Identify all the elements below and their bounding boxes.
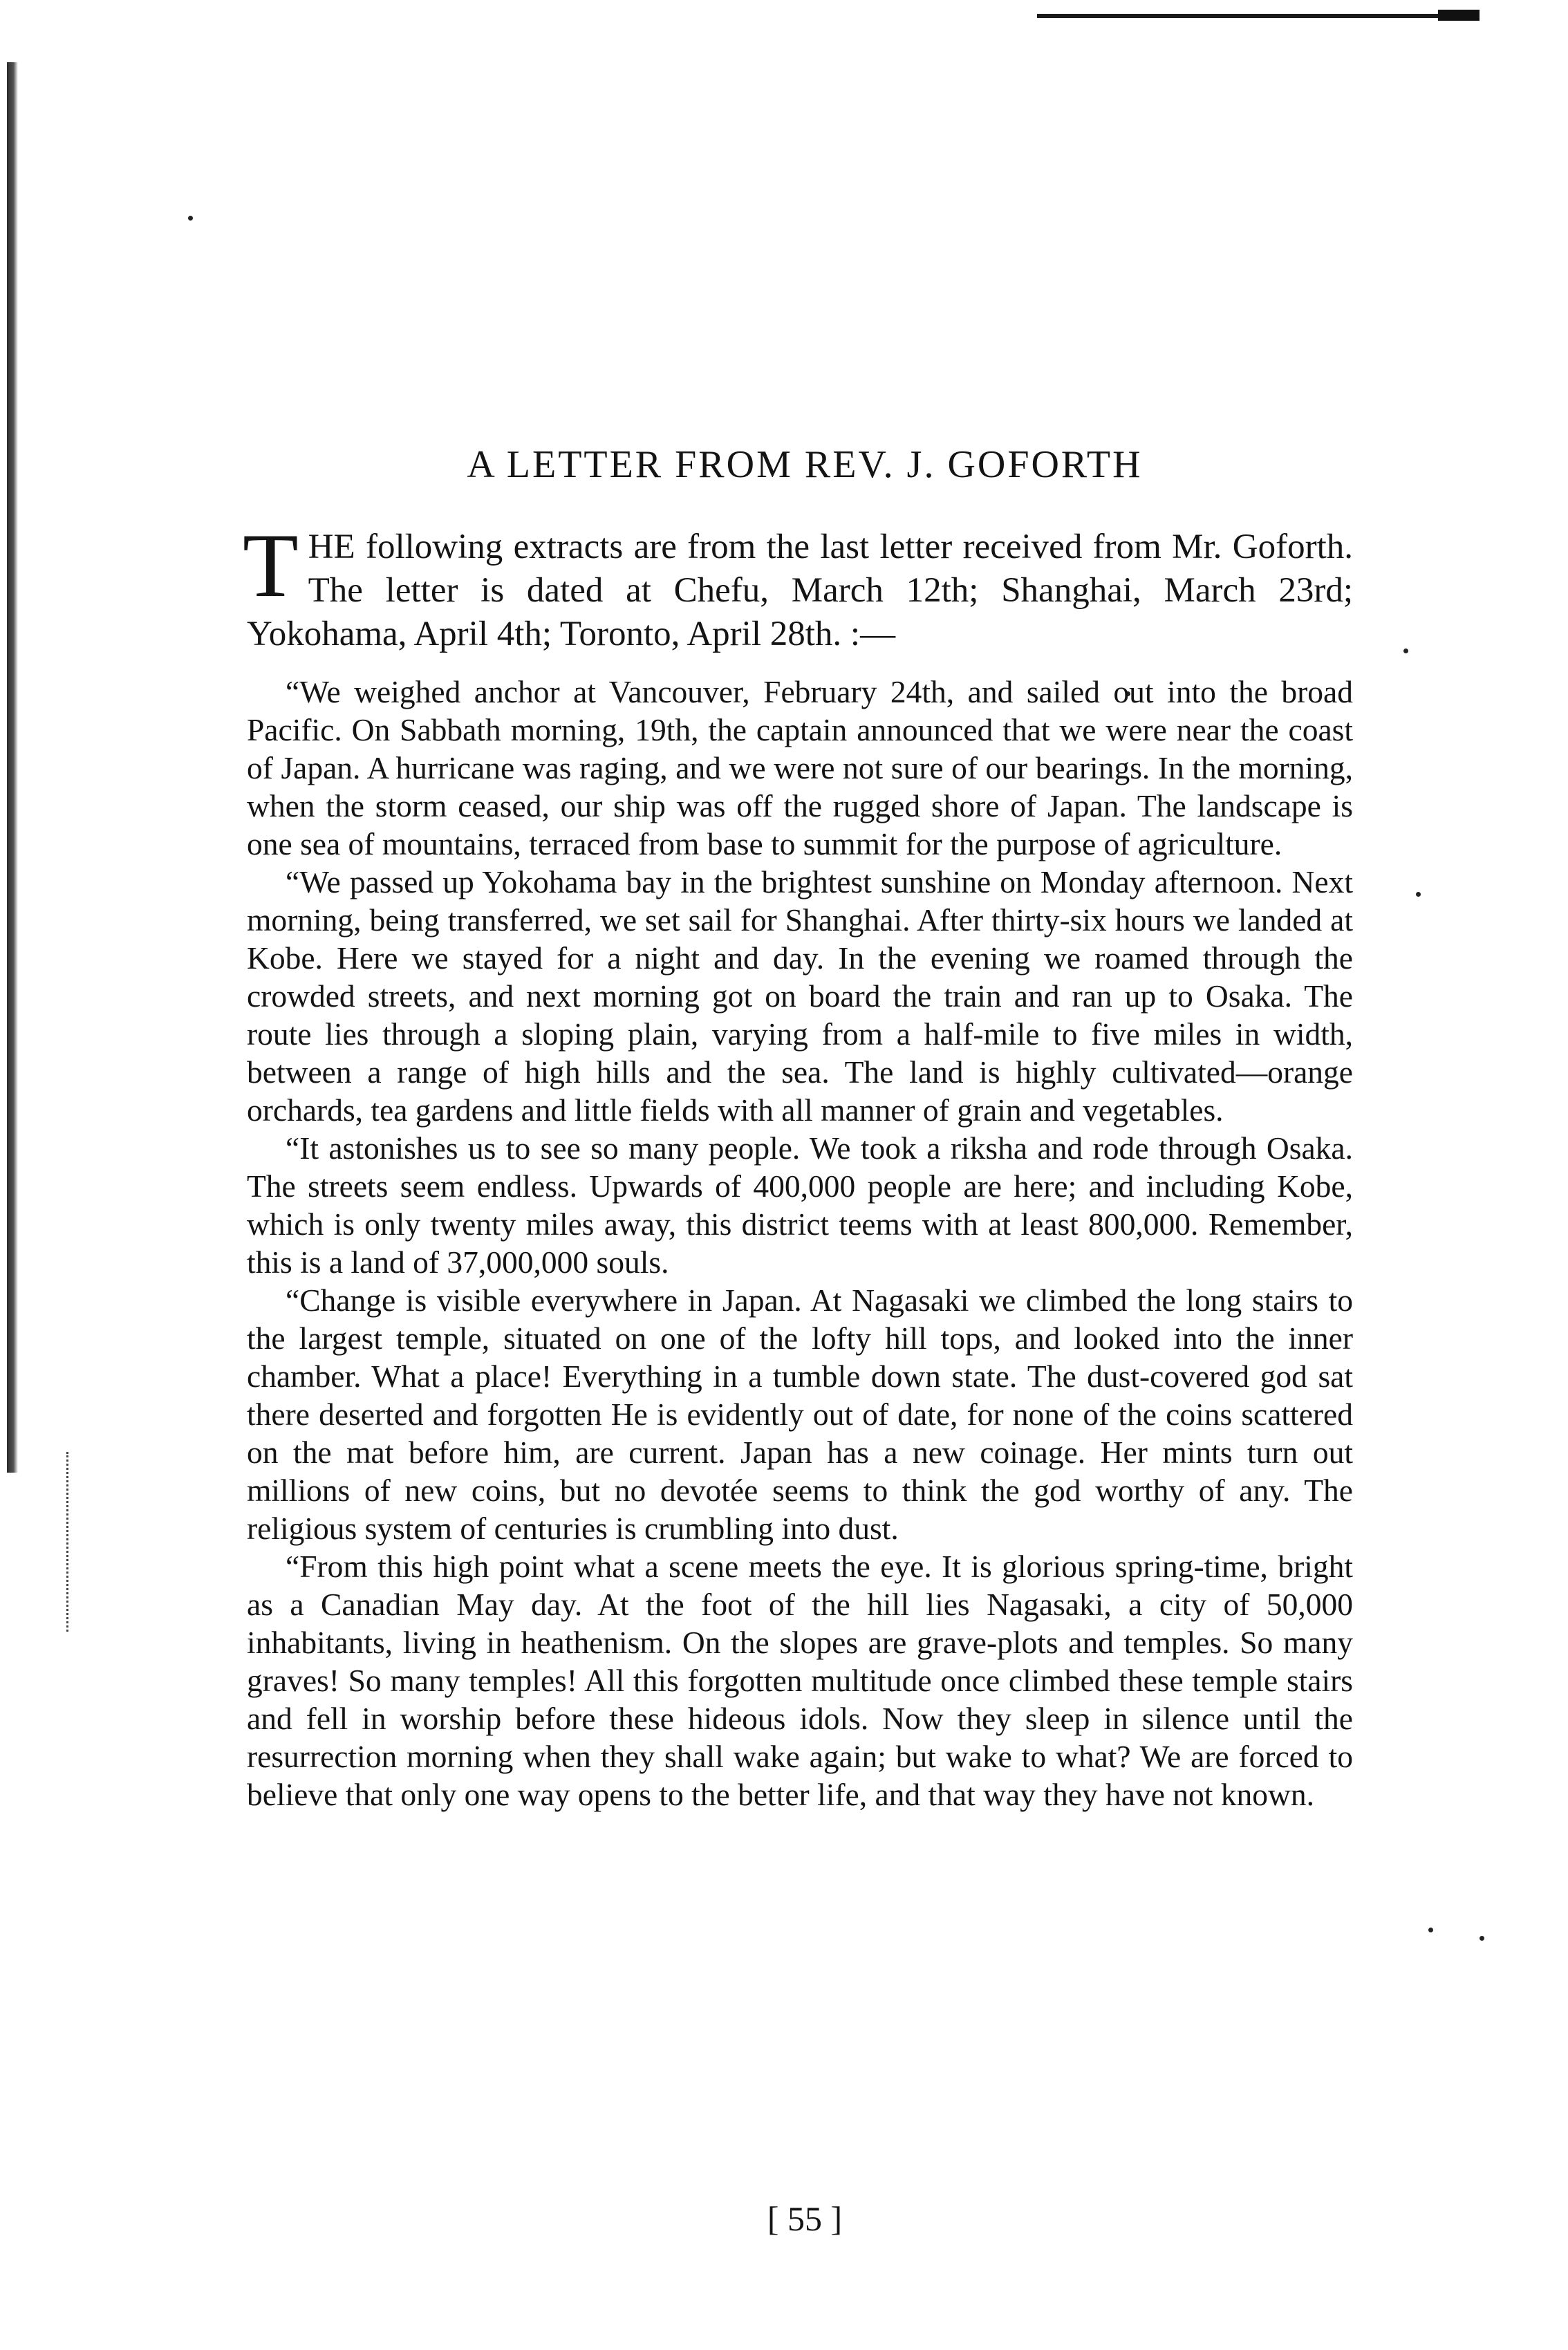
scan-top-rule [1037,14,1480,18]
body-paragraph: “Change is visible everywhere in Japan. At Nagasaki we climbed the long stairs to the largest temple, situated on one of the lofty hill tops, and looked into the inner chamber. What a place! Everything in a tumble down state. The dust-covered god sat there deserted and forgotten He is evidently out of date, for none of the coins scattered on the mat before him, are current. Japan has a new coinage. Her mints turn out millions of new coins, but no devotée seems to think the god worthy of any. The religious system of centuries is crumbling into dust. [247,1283,1353,1546]
scan-speck [188,216,193,221]
body-paragraph: “We weighed anchor at Vancouver, February 24th, and sailed out into the broad Pacific. On Sabbath morning, 19th, the captain announced that we were near the coast of Japan. A hurricane was raging, and we were not sure of our bearings. In the morning, when the storm ceased, our ship was off the rugged shore of Japan. The landscape is one sea of mountains, terraced from base to summit for the purpose of agriculture. [247,674,1353,861]
scan-margin-dots [66,1452,71,1632]
scan-speck [1428,1928,1433,1932]
intro-paragraph [243,514,1353,656]
drop-cap: T [243,514,299,616]
scan-speck [1480,1936,1484,1941]
body-paragraph: “It astonishes us to see so many people. We took a riksha and rode through Osaka. The streets seem endless. Upwards of 400,000 people are here; and including Kobe, which is only twenty miles away, this district teems with at least 800,000. Remember, this is a land of 37,000,000 souls. [247,1130,1353,1280]
body-paragraph: “We passed up Yokohama bay in the brightest sunshine on Monday afternoon. Next morning, being transferred, we set sail for Shanghai. After thirty-six hours we landed at Kobe. Here we stayed for a night and day. In the evening we roamed through the crowded streets, and next morning got on board the train and ran up to Osaka. The route lies through a sloping plain, varying from a half-mile to five miles in width, between a range of high hills and the sea. The land is highly cultivated—orange orchards, tea gardens and little fields with all manner of grain and vegetables. [247,864,1353,1128]
page-number: [ 55 ] [767,2199,843,2238]
article-title: A LETTER FROM REV. J. GOFORTH [467,443,1143,486]
intro-text: HE following extracts are from the last letter received from Mr. Goforth. The letter is dated at Chefu, March 12th; Shanghai, March 23rd; Yokohama, April 4th; Toronto, April 28th. :— [247,528,1353,653]
scan-speck [1403,649,1408,653]
body-paragraph: “From this high point what a scene meets the eye. It is glorious spring-time, bright as a Canadian May day. At the foot of the hill lies Nagasaki, a city of 50,000 inhabitants, living in heathenism. On the slopes are grave-plots and temples. So many graves! So many temples! All this forgotten multitude once climbed these temple stairs and fell in worship before these hideous idols. Now they sleep in silence until the resurrection morning when they shall wake again; but wake to what? We are forced to believe that only one way opens to the better life, and that way they have not known. [247,1549,1353,1812]
scan-binding-edge [7,62,18,1473]
article-body [243,514,1353,1813]
scan-speck [1416,892,1421,897]
